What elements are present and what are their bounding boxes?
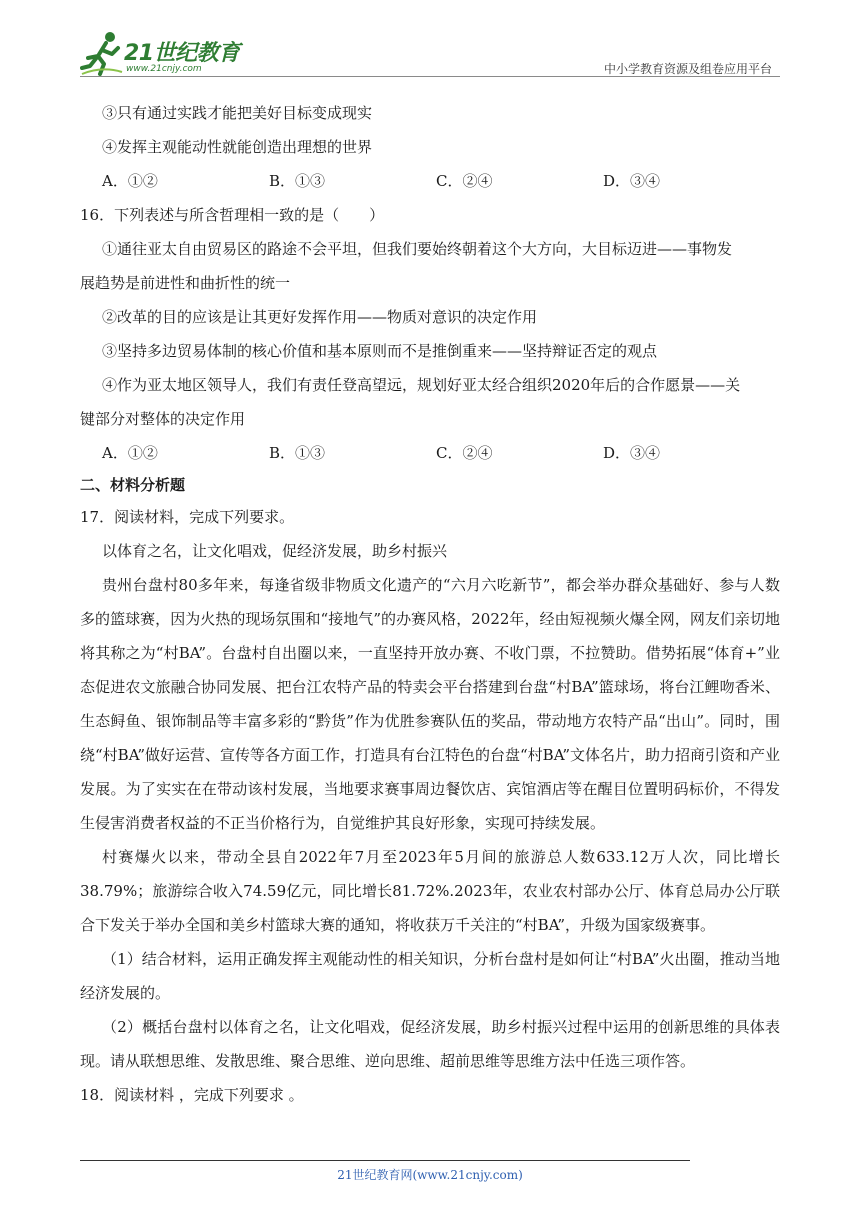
header-divider [80, 76, 780, 77]
q17-material-title: 以体育之名，让文化唱戏，促经济发展，助乡村振兴 [102, 542, 448, 560]
q16-option-a: A．①② [102, 444, 158, 462]
logo-name: 21世纪教育 [124, 41, 240, 66]
q17-material-paragraph-1: 贵州台盘村80多年来，每逢省级非物质文化遗产的“六月六吃新节”，都会举办群众基础好、参与人数多的篮球赛，因为火热的现场氛围和“接地气”的办赛风格，2022年，经由短视频火爆全网，网友们亲切地将其称之为“村BA”。台盘村自出圈以来，一直坚持开放办赛、不收门票，不拉赞助。借势拓展“体育+”业态促进农文旅融合协同发展、把台江农特产品的特卖会平台搭建到台盘“村BA”篮球场，将台江鲤吻香米、生态鲟鱼、银饰制品等丰富多彩的“黔货”作为优胜参赛队伍的奖品，带动地方农特产品“出山”。同时，围绕“村BA”做好运营、宣传等各方面工作，打造具有台江特色的台盘“村BA”文体名片，助力招商引资和产业发展。为了实实在在带动该村发展，当地要求赛事周边餐饮店、宾馆酒店等在醒目位置明码标价，不得发生侵害消费者权益的不正当价格行为，自觉维护其良好形象，实现可持续发展。 [80, 576, 780, 832]
q16-item-2: ②改革的目的应该是让其更好发挥作用——物质对意识的决定作用 [102, 308, 538, 326]
q15-options [80, 164, 780, 198]
footer-divider [80, 1160, 690, 1161]
logo [80, 30, 260, 78]
document-body [80, 96, 780, 1112]
q16-option-d: D．③④ [603, 444, 661, 462]
q17-stem: 17．阅读材料，完成下列要求。 [80, 508, 295, 526]
section-title: 二、材料分析题 [80, 476, 186, 494]
q15-item-3: ③只有通过实践才能把美好目标变成现实 [102, 104, 373, 122]
q17-subquestion-2: （2）概括台盘村以体育之名，让文化唱戏，促经济发展，助乡村振兴过程中运用的创新思维的具体表现。请从联想思维、发散思维、聚合思维、逆向思维、超前思维等思维方法中任选三项作答。 [80, 1018, 780, 1070]
page-header [80, 30, 780, 80]
q15-option-c: C．②④ [436, 172, 493, 190]
page-footer: 21世纪教育网(www.21cnjy.com) [337, 1168, 523, 1182]
q15-item-4: ④发挥主观能动性就能创造出理想的世界 [102, 138, 373, 156]
q16-item-4-line-2: 键部分对整体的决定作用 [80, 410, 246, 428]
q16-item-1-line-2: 展趋势是前进性和曲折性的统一 [80, 274, 291, 292]
logo-url: www.21cnjy.com [126, 64, 202, 74]
q15-option-a: A．①② [102, 172, 158, 190]
q16-item-3: ③坚持多边贸易体制的核心价值和基本原则而不是推倒重来——坚持辩证否定的观点 [102, 342, 658, 360]
q15-option-b: B．①③ [269, 172, 326, 190]
q18-stem: 18．阅读材料 ，完成下列要求 。 [80, 1086, 304, 1104]
q16-item-1-line-1: ①通往亚太自由贸易区的路途不会平坦，但我们要始终朝着这个大方向，大目标迈进——事物发 [102, 240, 733, 258]
q17-material-paragraph-2: 村赛爆火以来，带动全县自2022年7月至2023年5月间的旅游总人数633.12万人次，同比增长38.79%；旅游综合收入74.59亿元，同比增长81.72%.2023年，农业农村部办公厅、体育总局办公厅联合下发关于举办全国和美乡村篮球大赛的通知，将收获万千关注的“村BA”，升级为国家级赛事。 [80, 848, 780, 934]
q16-option-c: C．②④ [436, 444, 493, 462]
q15-option-d: D．③④ [603, 172, 661, 190]
q17-subquestion-1: （1）结合材料，运用正确发挥主观能动性的相关知识，分析台盘村是如何让“村BA”火出圈，推动当地经济发展的。 [80, 950, 780, 1002]
platform-tagline: 中小学教育资源及组卷应用平台 [603, 62, 772, 76]
q16-options [80, 436, 780, 470]
q16-option-b: B．①③ [269, 444, 326, 462]
q16-item-4-line-1: ④作为亚太地区领导人，我们有责任登高望远，规划好亚太经合组织2020年后的合作愿景——关 [102, 376, 741, 394]
q16-stem: 16．下列表述与所含哲理相一致的是（ ） [80, 206, 385, 224]
runner-logo-icon [80, 30, 124, 76]
